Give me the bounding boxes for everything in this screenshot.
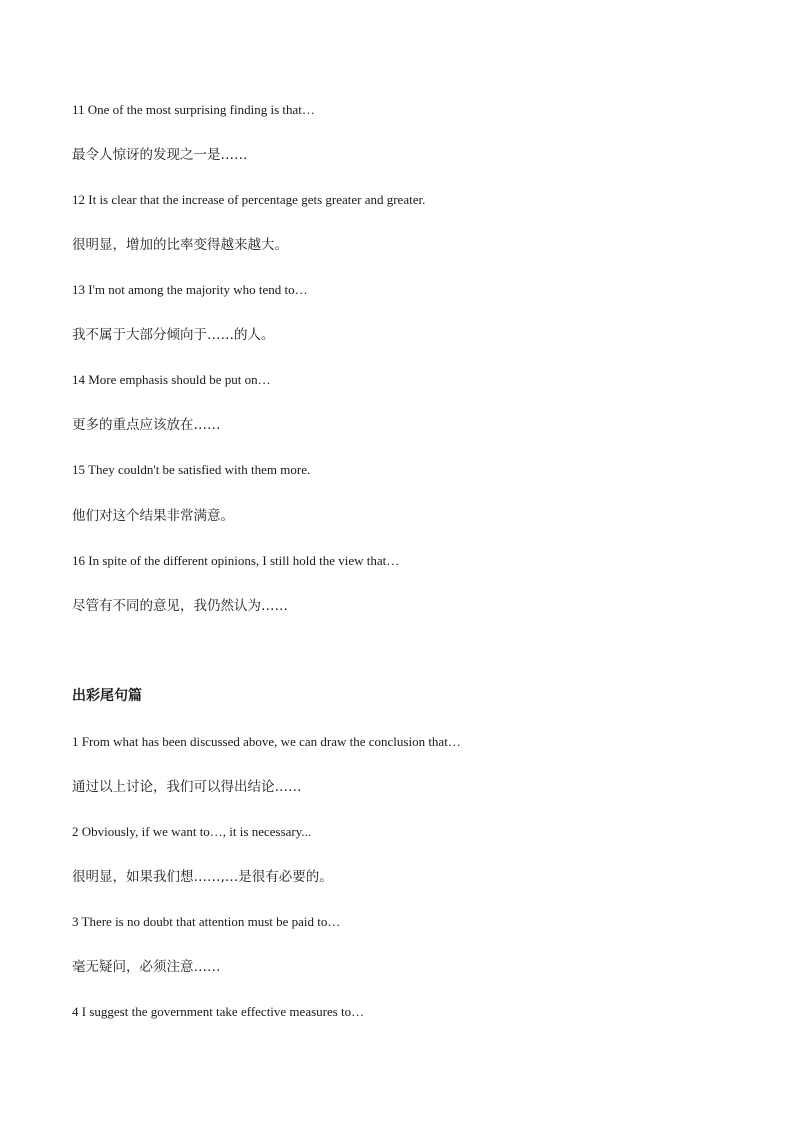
sentence-en-12: 12 It is clear that the increase of percentage gets greater and greater. bbox=[72, 192, 426, 207]
sentence-en-2: 2 Obviously, if we want to…, it is necessary... bbox=[72, 824, 312, 839]
section-heading: 出彩尾句篇 bbox=[72, 688, 142, 704]
sentence-zh-15: 他们对这个结果非常满意。 bbox=[72, 508, 234, 524]
sentence-zh-16: 尽管有不同的意见，我仍然认为…… bbox=[72, 598, 288, 614]
sentence-en-3: 3 There is no doubt that attention must be paid to… bbox=[72, 914, 341, 929]
sentence-zh-14: 更多的重点应该放在…… bbox=[72, 417, 221, 433]
sentence-en-4: 4 I suggest the government take effective measures to… bbox=[72, 1004, 365, 1019]
sentence-zh-1: 通过以上讨论，我们可以得出结论…… bbox=[72, 779, 302, 795]
sentence-en-1: 1 From what has been discussed above, we can draw the conclusion that… bbox=[72, 734, 461, 749]
sentence-en-16: 16 In spite of the different opinions, I still hold the view that… bbox=[72, 553, 400, 568]
sentence-en-14: 14 More emphasis should be put on… bbox=[72, 372, 271, 387]
sentence-en-11: 11 One of the most surprising finding is that… bbox=[72, 102, 315, 117]
sentence-zh-12: 很明显，增加的比率变得越来越大。 bbox=[72, 237, 288, 253]
sentence-zh-11: 最令人惊讶的发现之一是…… bbox=[72, 147, 248, 163]
sentence-zh-2: 很明显，如果我们想……,…是很有必要的。 bbox=[72, 869, 333, 885]
sentence-zh-13: 我不属于大部分倾向于……的人。 bbox=[72, 327, 275, 343]
sentence-en-13: 13 I'm not among the majority who tend to… bbox=[72, 282, 308, 297]
sentence-zh-3: 毫无疑问，必须注意…… bbox=[72, 959, 221, 975]
sentence-en-15: 15 They couldn't be satisfied with them more. bbox=[72, 462, 311, 477]
